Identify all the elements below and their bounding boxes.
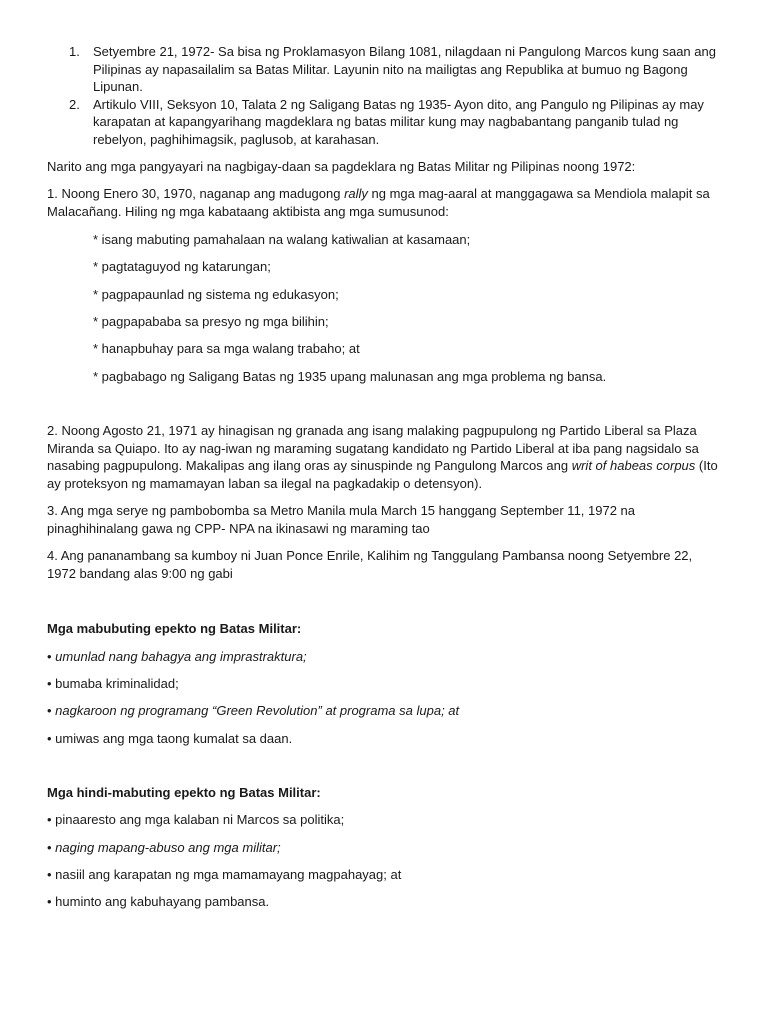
item-number: 2. [69,96,80,112]
good-effect-text: nagkaroon ng programang “Green Revolution” at programa sa lupa; at [55,703,460,718]
event-2-text-after: (Ito ay proteksyon ng mamamayan laban sa ilegal na pagkadakip o detensyon). [47,458,718,491]
bad-effect-item [47,893,723,911]
bullet: • [47,812,56,827]
item-text: Artikulo VIII, Seksyon 10, Talata 2 ng Saligang Batas ng 1935- Ayon dito, ang Pangulo ng Pilipinas ay may karapatan at kapangyarihang magdeklara ng batas militar kung may nagbabantang panganib tulad ng rebelyon, paghihimagsik, paglusob, at karahasan. [93,96,704,147]
bad-effect-text: nasiil ang karapatan ng mga mamamayang magpahayag; at [55,867,402,882]
bullet: • [47,703,56,718]
bad-effect-text: naging mapang-abuso ang mga militar; [55,840,281,855]
item-text: Setyembre 21, 1972- Sa bisa ng Proklamasyon Bilang 1081, nilagdaan ni Pangulong Marcos kung saan ang Pilipinas ay napasailalim sa Batas Militar. Layunin nito na mailigtas ang Republika at bumuo ng Bagong Lipunan. [93,44,716,94]
event-1-text-after: ng mga mag-aaral at manggagawa sa Mendiola malapit sa Malacañang. Hiling ng mga kabataang aktibista ang mga sumusunod: [47,186,710,219]
event-2-paragraph [47,422,723,492]
event-2-italic: writ of habeas corpus [571,458,696,473]
good-effects-heading: Mga mabubuting epekto ng Batas Militar: [47,621,302,636]
bullet: • [47,840,56,855]
good-effect-text: umunlad nang bahagya ang imprastraktura; [55,649,307,664]
demand-item: * hanapbuhay para sa mga walang trabaho; at [93,341,360,356]
item-number: 1. [69,44,80,59]
demand-item: * pagpapababa sa presyo ng mga bilihin; [93,314,329,329]
event-1-paragraph [47,185,723,220]
numbered-item-2 [47,96,723,149]
event-1-text-before: 1. Noong Enero 30, 1970, naganap ang madugong [47,186,345,201]
good-effect-item [47,675,723,693]
demand-item: * pagbabago ng Saligang Batas ng 1935 upang malunasan ang mga problema ng bansa. [93,369,607,384]
bad-effect-item [47,866,723,884]
demand-item: * isang mabuting pamahalaan na walang katiwalian at kasamaan; [93,232,471,247]
bad-effect-item [47,811,723,829]
good-effect-item [47,702,723,720]
bullet: • [47,731,56,746]
event-2-text-before: 2. Noong Agosto 21, 1971 ay hinagisan ng granada ang isang malaking pagpupulong ng Partido Liberal sa Plaza Miranda sa Quiapo. Ito ay nag-iwan ng maraming sugatang kandidato ng Partido Liberal at iba pang nagsidalo sa nasabing pagpupulong. Makalipas ang ilang oras ay sinuspinde ng Pangulong Marcos ang [47,423,699,473]
intro-paragraph: Narito ang mga pangyayari na nagbigay-daan sa pagdeklara ng Batas Militar ng Pilipinas noong 1972: [47,159,636,174]
numbered-list [47,43,723,148]
bad-effect-item [47,839,723,857]
demand-item: * pagtataguyod ng katarungan; [93,259,271,274]
numbered-item-1 [47,43,723,96]
good-effect-item [47,730,723,748]
bullet: • [47,867,56,882]
good-effect-text: umiwas ang mga taong kumalat sa daan. [55,731,293,746]
event-4-paragraph: 4. Ang pananambang sa kumboy ni Juan Ponce Enrile, Kalihim ng Tanggulang Pambansa noong Setyembre 22, 1972 bandang alas 9:00 ng gabi [47,548,693,581]
good-effect-text: bumaba kriminalidad; [55,676,179,691]
bullet: • [47,649,56,664]
event-3-paragraph: 3. Ang mga serye ng pambobomba sa Metro Manila mula March 15 hanggang September 11, 1972 na pinaghihinalang gawa ng CPP- NPA na ikinasawi ng maraming tao [47,503,636,536]
event-1-italic: rally [344,186,368,201]
demand-item: * pagpapaunlad ng sistema ng edukasyon; [93,287,339,302]
bullet: • [47,894,56,909]
bullet: • [47,676,56,691]
bad-effect-text: huminto ang kabuhayang pambansa. [55,894,270,909]
bad-effects-heading: Mga hindi-mabuting epekto ng Batas Militar: [47,785,321,800]
bad-effect-text: pinaaresto ang mga kalaban ni Marcos sa politika; [55,812,345,827]
good-effect-item [47,648,723,666]
